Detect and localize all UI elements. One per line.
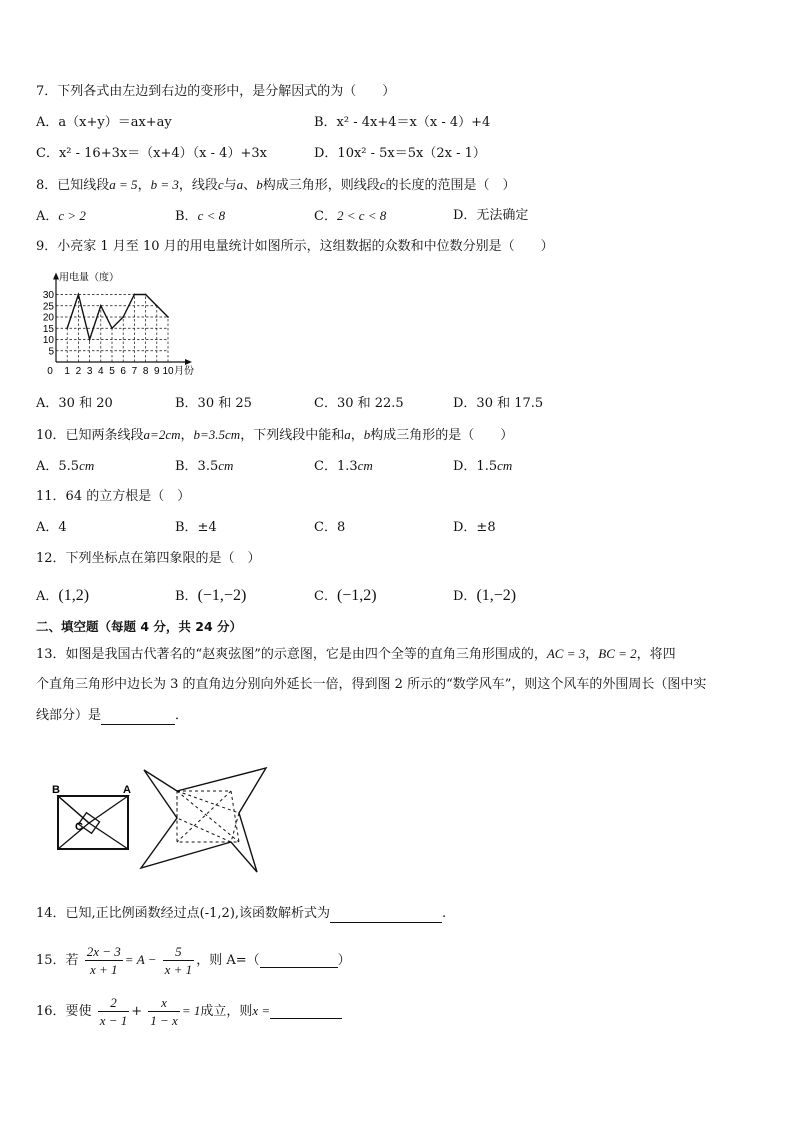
data-point <box>89 339 91 341</box>
q12-option-a <box>36 587 89 606</box>
data-point <box>100 305 102 307</box>
q16-den2: 1 − x <box>150 1013 178 1028</box>
q8-a-value: a = 5 <box>109 177 138 192</box>
q10-stem-part: 10．已知两条线段 <box>36 428 144 443</box>
q15-stem <box>36 942 351 979</box>
label-c: C <box>75 821 83 833</box>
q15-den2: x + 1 <box>164 962 193 977</box>
q8-option-a-label: A． <box>36 209 59 224</box>
q16-eq: = 1 <box>181 1003 201 1018</box>
data-point <box>167 316 169 318</box>
q12-option-a-math: (1,2) <box>58 587 90 604</box>
q8-stem-part: 与 <box>223 178 237 193</box>
q12-option-d-label: D． <box>453 589 477 604</box>
q7-option-b: B．x² - 4x+4＝x（x - 4）+4 <box>314 115 491 130</box>
x-axis-arrow <box>185 359 192 365</box>
q11-stem: 11．64 的立方根是（ ） <box>36 489 191 504</box>
q13-line1 <box>36 645 676 664</box>
q13-answer-blank[interactable] <box>101 710 175 725</box>
y-tick-label: 5 <box>48 346 54 358</box>
q10-a-value: a=2cm <box>143 427 181 442</box>
q12-option-b-label: B． <box>175 589 198 604</box>
q10-option-d <box>453 457 512 476</box>
y-axis-label: 用电量（度） <box>59 272 119 284</box>
q13-line3 <box>36 707 188 725</box>
q16-num2: x <box>148 994 180 1012</box>
q15-text: 15．若 <box>36 953 79 968</box>
q12-option-b-math: (−1,−2) <box>197 587 247 604</box>
q16-text: 成立，则 <box>200 1004 253 1019</box>
q9-option-a: A．30 和 20 <box>36 396 113 411</box>
data-point <box>111 327 113 329</box>
q10-b-value: b=3.5cm <box>193 427 241 442</box>
q9-option-b: B．30 和 25 <box>175 396 252 411</box>
q10-stem <box>36 426 513 445</box>
q12-option-d-math: (1,−2) <box>476 587 517 604</box>
q8-option-a <box>36 207 86 226</box>
x-tick-label: 9 <box>154 366 160 377</box>
q12-option-d <box>453 587 516 606</box>
q14-text: 14．已知,正比例函数经过点(-1,2),该函数解析式为 <box>36 906 331 921</box>
y-tick-label: 10 <box>42 335 54 346</box>
q8-b-var: b <box>256 177 263 192</box>
q10-a-var: a <box>344 427 351 442</box>
x-tick-label: 1 <box>64 366 70 377</box>
q8-option-b-math: c < 8 <box>197 208 226 223</box>
q15-num1: 2x − 3 <box>86 944 121 959</box>
q10-unit: cm <box>79 458 95 473</box>
zhao-shuang-figure <box>50 780 140 855</box>
q7-option-c: C．x² - 16+3x＝（x+4）（x - 4）+3x <box>36 146 267 161</box>
q10-option-b-label: B．3.5 <box>175 459 219 474</box>
q11-option-d: D．±8 <box>453 520 496 535</box>
q10-sep: ， <box>180 428 194 443</box>
q8-stem-part: 的长度的范围是（ ） <box>385 178 516 193</box>
q10-option-d-label: D．1.5 <box>453 459 498 474</box>
x-axis-label: 月份 <box>174 366 194 377</box>
q12-stem: 12．下列坐标点在第四象限的是（ ） <box>36 551 261 566</box>
q10-sep: ， <box>350 428 364 443</box>
triangle <box>58 796 128 823</box>
segment <box>89 823 128 849</box>
x-tick-label: 8 <box>142 366 149 377</box>
q15-answer-blank[interactable] <box>260 953 338 968</box>
q7-option-d: D．10x² - 5x＝5x（2x - 1） <box>314 146 486 161</box>
q14-stem <box>36 905 446 923</box>
q10-unit: cm <box>497 458 513 473</box>
q13-text: 13．如图是我国古代著名的“赵爽弦图”的示意图，它是由四个全等的直角三角形围成的， <box>36 647 547 662</box>
q12-option-a-label: A． <box>36 589 59 604</box>
q8-option-b-label: B． <box>175 209 198 224</box>
q14-end: . <box>442 906 447 921</box>
q16-answer-blank[interactable] <box>270 1004 342 1019</box>
q13-ac: AC = 3 <box>546 646 586 661</box>
x-tick-label: 2 <box>75 366 82 377</box>
q7-stem: 7．下列各式由左边到右边的变形中，是分解因式的为（ ） <box>36 84 396 99</box>
electricity-usage-chart <box>36 266 226 381</box>
q12-option-c-math: (−1,2) <box>336 587 377 604</box>
q10-b-var: b <box>363 427 371 442</box>
q9-option-c: C．30 和 22.5 <box>314 396 404 411</box>
x-tick-label: 10 <box>162 366 174 377</box>
q8-option-a-math: c > 2 <box>58 208 86 223</box>
math-windmill-figure <box>136 760 270 882</box>
q8-b-value: b = 3 <box>150 177 179 192</box>
q15-fraction-2 <box>163 943 195 978</box>
q7-option-a: A．a（x+y）＝ax+ay <box>36 115 172 130</box>
q16-text: 16．要使 <box>36 1004 92 1019</box>
q11-option-b: B．±4 <box>175 520 217 535</box>
windmill-outline <box>141 768 266 872</box>
q13-bc: BC = 2 <box>598 646 637 661</box>
q10-option-a-label: A．5.5 <box>36 459 80 474</box>
q13-text: 线部分）是 <box>36 708 102 723</box>
q10-unit: cm <box>218 458 234 473</box>
q13-end: ． <box>175 708 189 723</box>
q8-option-c <box>314 207 386 226</box>
x-tick-label: 7 <box>131 366 138 377</box>
data-point <box>134 294 136 296</box>
dashed-diagonal <box>177 791 239 842</box>
q10-option-a <box>36 457 94 476</box>
q8-sep: ， <box>137 178 151 193</box>
section-heading: 二、填空题（每题 4 分，共 24 分） <box>36 619 243 634</box>
q8-a-var: a <box>236 177 244 192</box>
q11-option-c: C．8 <box>314 520 346 535</box>
q15-mid: = A − <box>124 952 157 967</box>
q13-line2: 个直角三角形中边长为 3 的直角边分别向外延长一倍，得到图 2 所示的“数学风车”，则这个风车的外围周长（图中实 <box>36 677 707 692</box>
x-tick-label: 3 <box>86 366 93 377</box>
q15-den1: x + 1 <box>89 962 118 977</box>
data-point <box>78 294 80 296</box>
data-point <box>66 327 68 329</box>
q13-sep: ， <box>585 647 599 662</box>
x-tick-label: 6 <box>120 366 126 377</box>
q15-num2: 5 <box>163 943 195 961</box>
q12-option-c <box>314 587 377 606</box>
q8-option-b <box>175 207 225 226</box>
q16-fraction-1 <box>98 994 130 1029</box>
q11-option-a: A．4 <box>36 520 67 535</box>
q8-stem-part: ，线段 <box>178 178 218 193</box>
q13-text: ，将四 <box>636 647 676 662</box>
q14-answer-blank[interactable] <box>330 908 442 923</box>
q10-stem-part: ，下列线段中能和 <box>240 428 345 443</box>
q15-close: ） <box>337 953 351 968</box>
q16-fraction-2 <box>148 994 180 1029</box>
y-tick-label: 30 <box>42 290 54 301</box>
q8-stem-part: 构成三角形，则线段 <box>262 178 380 193</box>
q15-text: ，则 A=（ <box>196 953 260 968</box>
q12-option-c-label: C． <box>314 589 337 604</box>
q8-option-d: D．无法确定 <box>453 208 529 223</box>
q10-option-c <box>314 457 373 476</box>
segment <box>58 796 89 823</box>
dashed-diagonal <box>177 791 231 842</box>
q8-stem-part: 8．已知线段 <box>36 178 110 193</box>
q8-c-var: c <box>379 177 386 192</box>
q9-stem: 9．小亮家 1 月至 10 月的用电量统计如图所示，这组数据的众数和中位数分别是（ ） <box>36 239 554 254</box>
q10-option-c-label: C．1.3 <box>314 459 358 474</box>
q16-den1: x − 1 <box>99 1013 128 1028</box>
q8-stem <box>36 176 516 195</box>
q8-c-var: c <box>217 177 224 192</box>
y-tick-label: 25 <box>42 301 54 313</box>
q8-stem-part: 、 <box>243 178 257 193</box>
data-point <box>122 316 124 318</box>
q10-stem-part: 构成三角形的是（ ） <box>370 428 514 443</box>
q10-unit: cm <box>357 458 373 473</box>
q16-plus: + <box>131 1004 143 1019</box>
q10-option-b <box>175 457 233 476</box>
label-b: B <box>52 784 60 796</box>
y-tick-label: 20 <box>42 312 54 324</box>
data-point <box>156 305 158 307</box>
q16-stem <box>36 993 342 1030</box>
x-tick-label: 5 <box>109 366 115 377</box>
q8-option-c-math: 2 < c < 8 <box>336 208 387 223</box>
q12-option-b <box>175 587 246 606</box>
q16-x-eq: x = <box>252 1003 271 1018</box>
q15-fraction-1 <box>85 943 123 978</box>
q9-option-d: D．30 和 17.5 <box>453 396 544 411</box>
y-tick-label: 15 <box>42 323 54 335</box>
q16-num1: 2 <box>98 994 130 1012</box>
label-a: A <box>123 784 131 796</box>
x-tick-label: 4 <box>98 366 104 377</box>
x-tick-label: 0 <box>47 366 53 377</box>
q8-option-c-label: C． <box>314 209 337 224</box>
data-point <box>145 294 147 296</box>
segment <box>58 823 89 849</box>
